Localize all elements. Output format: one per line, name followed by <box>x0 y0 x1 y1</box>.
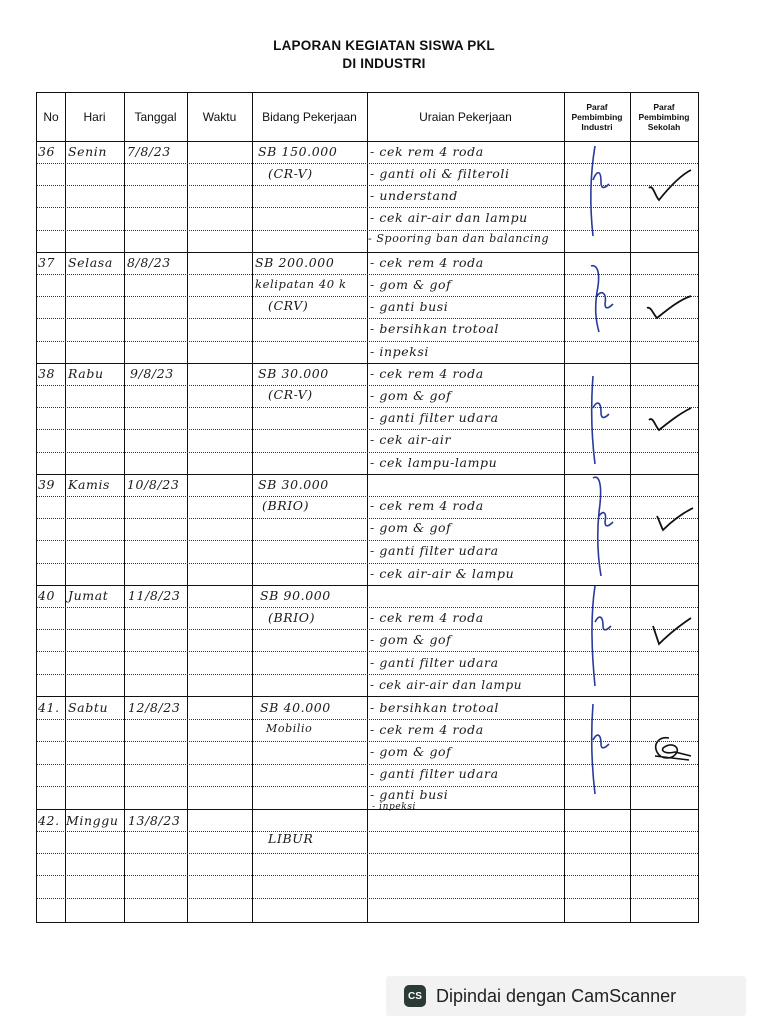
row-field-line: SB 90.000 <box>260 588 331 603</box>
column-divider <box>252 93 253 922</box>
row-date: 11/8/23 <box>128 588 181 603</box>
column-header-paraf-industri: Paraf Pembimbing Industri <box>571 102 623 132</box>
row-task: - understand <box>370 188 458 203</box>
row-field-line: (CRV) <box>268 298 309 313</box>
row-separator <box>37 363 698 364</box>
row-task: - cek rem 4 roda <box>370 144 484 159</box>
row-field-line: SB 40.000 <box>260 700 331 715</box>
industry-signature-icon <box>583 582 623 692</box>
camscanner-watermark <box>386 976 746 1016</box>
column-divider <box>65 93 66 922</box>
school-checkmark-icon <box>645 612 695 652</box>
row-day: Sabtu <box>68 700 109 715</box>
row-task: - bersihkan trotoal <box>370 321 500 336</box>
report-title: LAPORAN KEGIATAN SISWA PKL <box>273 38 495 53</box>
school-checkmark-icon <box>645 166 695 206</box>
row-number: 39 <box>38 477 56 492</box>
row-task: - inpeksi <box>372 802 417 812</box>
column-header-hari: Hari <box>83 110 106 124</box>
row-date: 8/8/23 <box>127 255 171 270</box>
row-number: 37 <box>38 255 56 270</box>
row-task: - ganti filter udara <box>370 410 499 425</box>
row-separator <box>37 252 698 253</box>
row-field-line: SB 150.000 <box>258 144 338 159</box>
camscanner-text: Dipindai dengan CamScanner <box>436 985 677 1006</box>
row-field-line: (BRIO) <box>268 610 316 625</box>
column-header-tanggal: Tanggal <box>134 110 177 124</box>
row-field-line: Mobilio <box>266 722 313 735</box>
column-divider <box>630 93 631 922</box>
industry-signature-icon <box>583 140 623 250</box>
row-task: - gom & gof <box>370 632 452 647</box>
row-number: 42. <box>38 813 60 828</box>
camscanner-logo-icon: CS <box>404 985 426 1007</box>
row-task: - cek lampu-lampu <box>370 455 498 470</box>
school-signature-icon <box>645 730 697 770</box>
industry-signature-icon <box>583 262 623 342</box>
row-task: - cek rem 4 roda <box>370 255 484 270</box>
row-date: 10/8/23 <box>127 477 180 492</box>
row-number: 38 <box>38 366 56 381</box>
column-divider <box>187 93 188 922</box>
row-task: - cek air-air <box>370 432 452 447</box>
column-header-bidang: Bidang Pekerjaan <box>262 110 357 124</box>
report-subtitle: DI INDUSTRI <box>342 56 426 71</box>
row-number: 41. <box>38 700 60 715</box>
row-number: 36 <box>38 144 56 159</box>
row-date: 13/8/23 <box>128 813 181 828</box>
row-task: - ganti filter udara <box>370 766 499 781</box>
row-day: Selasa <box>68 255 113 270</box>
row-task: - gom & gof <box>370 277 452 292</box>
row-task: - cek rem 4 roda <box>370 366 484 381</box>
row-task: - bersihkan trotoal <box>370 700 500 715</box>
row-day: Jumat <box>68 588 109 603</box>
row-field-line: LIBUR <box>268 831 314 846</box>
row-field-line: kelipatan 40 k <box>255 277 347 291</box>
column-divider <box>124 93 125 922</box>
industry-signature-icon <box>583 472 623 582</box>
school-checkmark-icon <box>645 400 695 436</box>
column-header-uraian: Uraian Pekerjaan <box>419 110 512 124</box>
row-task: - ganti busi <box>370 787 449 802</box>
row-task: - cek rem 4 roda <box>370 498 484 513</box>
row-field-line: SB 30.000 <box>258 366 329 381</box>
column-header-waktu: Waktu <box>202 110 237 124</box>
row-day: Kamis <box>68 477 111 492</box>
row-field-line: (CR-V) <box>268 387 313 402</box>
row-task: - gom & gof <box>370 520 452 535</box>
row-task: - cek air-air dan lampu <box>370 678 523 692</box>
row-day: Minggu <box>66 813 119 828</box>
row-task: - ganti filter udara <box>370 655 499 670</box>
row-task: - cek air-air dan lampu <box>370 210 528 225</box>
row-task: - ganti filter udara <box>370 543 499 558</box>
row-task: - Spooring ban dan balancing <box>368 232 550 245</box>
row-date: 9/8/23 <box>130 366 174 381</box>
row-task: - cek rem 4 roda <box>370 722 484 737</box>
industry-signature-icon <box>583 372 623 472</box>
row-task: - gom & gof <box>370 388 452 403</box>
row-separator <box>37 696 698 697</box>
row-field-line: (CR-V) <box>268 166 313 181</box>
column-divider <box>367 93 368 922</box>
row-day: Senin <box>68 144 108 159</box>
row-task: - ganti oli & filteroli <box>370 166 510 181</box>
row-field-line: SB 200.000 <box>255 255 335 270</box>
school-checkmark-icon <box>645 502 695 538</box>
row-date: 7/8/23 <box>127 144 171 159</box>
row-field-line: SB 30.000 <box>258 477 329 492</box>
row-task: - cek air-air & lampu <box>370 566 515 581</box>
row-task: - cek rem 4 roda <box>370 610 484 625</box>
row-task: - gom & gof <box>370 744 452 759</box>
row-day: Rabu <box>68 366 104 381</box>
row-date: 12/8/23 <box>128 700 181 715</box>
column-header-no: No <box>43 110 59 124</box>
column-header-paraf-sekolah: Paraf Pembimbing Sekolah <box>638 102 690 132</box>
row-number: 40 <box>38 588 56 603</box>
school-checkmark-icon <box>645 290 695 326</box>
row-separator <box>37 809 698 810</box>
column-divider <box>564 93 565 922</box>
row-task: - ganti busi <box>370 299 449 314</box>
row-task: - inpeksi <box>370 344 430 359</box>
row-field-line: (BRIO) <box>262 498 310 513</box>
industry-signature-icon <box>583 700 623 800</box>
